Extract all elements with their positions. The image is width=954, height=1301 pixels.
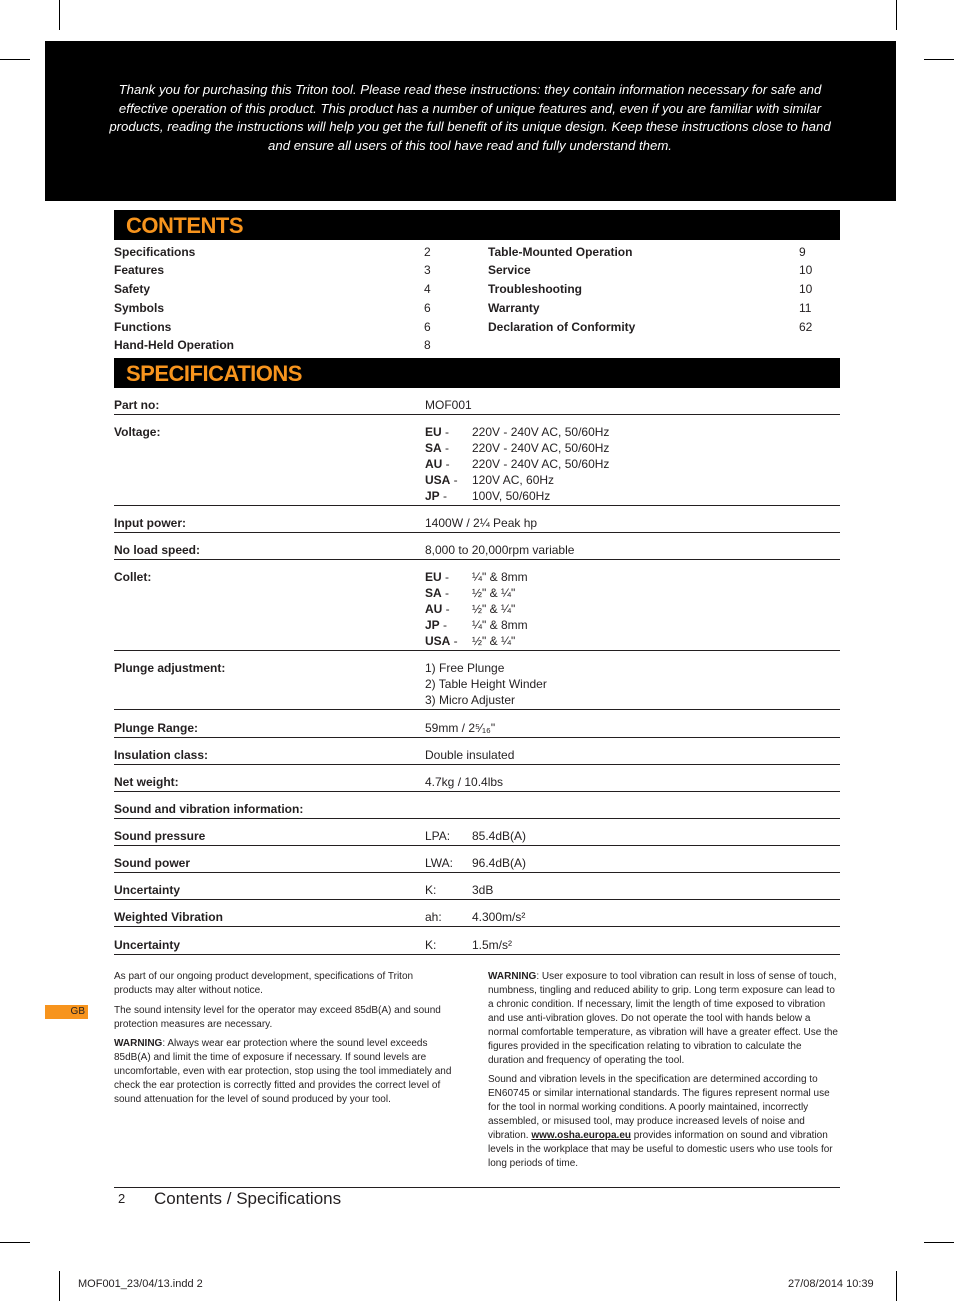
note-sound-vibration-levels: Sound and vibration levels in the specification are determined according to EN60745 or similar international standards. The figures represent normal use for the tool in normal working conditions. A poorly maintained, incorrectly assembled, or misused tool, may produce increased levels of noise and vibration. www.osha.europa.eu provides information on sound and vibration levels in the workplace that may be useful to domestic users who use tools for long periods of time. <box>488 1074 833 1169</box>
spec-row-net-weight: Net weight: 4.7kg / 10.4lbs <box>114 765 840 792</box>
print-slug-date: 27/08/2014 10:39 <box>788 1278 874 1290</box>
crop-mark <box>924 59 954 60</box>
crop-mark <box>924 1242 954 1243</box>
spec-row-insulation-class: Insulation class: Double insulated <box>114 738 840 765</box>
spec-row-sound-pressure: Sound pressure LPA: 85.4dB(A) <box>114 819 840 846</box>
osha-link[interactable]: www.osha.europa.eu <box>531 1130 632 1141</box>
contents-header <box>114 210 840 240</box>
crop-mark <box>896 0 897 30</box>
note-ear-warning: WARNING: Always wear ear protection where the sound level exceeds 85dB(A) and limit the time of exposure if necessary. If sound levels are uncomfortable, even with ear protection, stop using the tool immediately and check the ear protection is correctly fitted and provides the correct level of sound attenuation for the level of sound produced by your tool. <box>114 1038 452 1105</box>
specifications-heading: SPECIFICATIONS <box>126 361 302 386</box>
spec-row-sound-power: Sound power LWA: 96.4dB(A) <box>114 846 840 873</box>
spec-row-plunge-adjustment: Plunge adjustment: 1) Free Plunge 2) Table Height Winder 3) Micro Adjuster <box>114 651 840 710</box>
contents-heading: CONTENTS <box>126 213 243 238</box>
note-vibration-warning: WARNING: User exposure to tool vibration can result in loss of sense of touch, numbness, tingling and reduced ability to grip. Long term exposure can lead to a chronic condition. If necessary, limit the length of time exposed to vibration and use anti-vibration gloves. Do not operate the tool with hands below a normal comfortable temperature, as vibration will have a greater effect. Use the figures provided in the specification relating to vibration to calculate the duration and frequency of operating the tool. <box>488 971 838 1066</box>
footer-divider <box>114 1187 840 1188</box>
spec-row-part-no: Part no: MOF001 <box>114 396 840 415</box>
crop-mark <box>0 59 30 60</box>
crop-mark <box>0 1242 30 1243</box>
spec-row-sound-heading: Sound and vibration information: <box>114 792 840 819</box>
spec-row-voltage: Voltage: EU - 220V - 240V AC, 50/60Hz SA - 220V - 240V AC, 50/60Hz AU - 220V - 240V AC, 50/60Hz USA - 120V AC, 60Hz JP - 100V, 50/60Hz <box>114 415 840 506</box>
spec-row-weighted-vibration: Weighted Vibration ah: 4.300m/s² <box>114 900 840 927</box>
specifications-header <box>114 358 840 388</box>
spec-row-plunge-range: Plunge Range: 59mm / 2⁵⁄₁₆" <box>114 710 840 738</box>
footer-title: Contents / Specifications <box>154 1189 342 1208</box>
spec-row-no-load-speed: No load speed: 8,000 to 20,000rpm variable <box>114 533 840 560</box>
intro-text: Thank you for purchasing this Triton tool. Please read these instructions: they contain information necessary for safe and effective operation of this product. This product has a number of unique features and, even if you are familiar with similar products, reading the instructions will help you get the full benefit of its unique design. Keep these instructions close to hand and ensure all users of this tool have read and fully understand them. <box>109 82 831 153</box>
note-sound-intensity: The sound intensity level for the operator may exceed 85dB(A) and sound protection measures are necessary. <box>114 1005 441 1030</box>
crop-mark <box>59 0 60 30</box>
print-slug-file: MOF001_23/04/13.indd 2 <box>78 1278 203 1290</box>
crop-mark <box>59 1271 60 1301</box>
spec-row-collet: Collet: EU - ¼" & 8mm SA - ½" & ¼" AU - ½" & ¼" JP - ¼" & 8mm USA - ½" & ¼" <box>114 560 840 651</box>
spec-row-uncertainty: Uncertainty K: 3dB <box>114 873 840 900</box>
spec-row-input-power: Input power: 1400W / 2¼ Peak hp <box>114 506 840 533</box>
crop-mark <box>896 1271 897 1301</box>
spec-row-uncertainty: Uncertainty K: 1.5m/s² <box>114 927 840 955</box>
page-number: 2 <box>118 1191 126 1206</box>
note-product-development: As part of our ongoing product development, specifications of Triton products may alter without notice. <box>114 971 414 996</box>
language-tab: GB <box>45 1005 88 1019</box>
